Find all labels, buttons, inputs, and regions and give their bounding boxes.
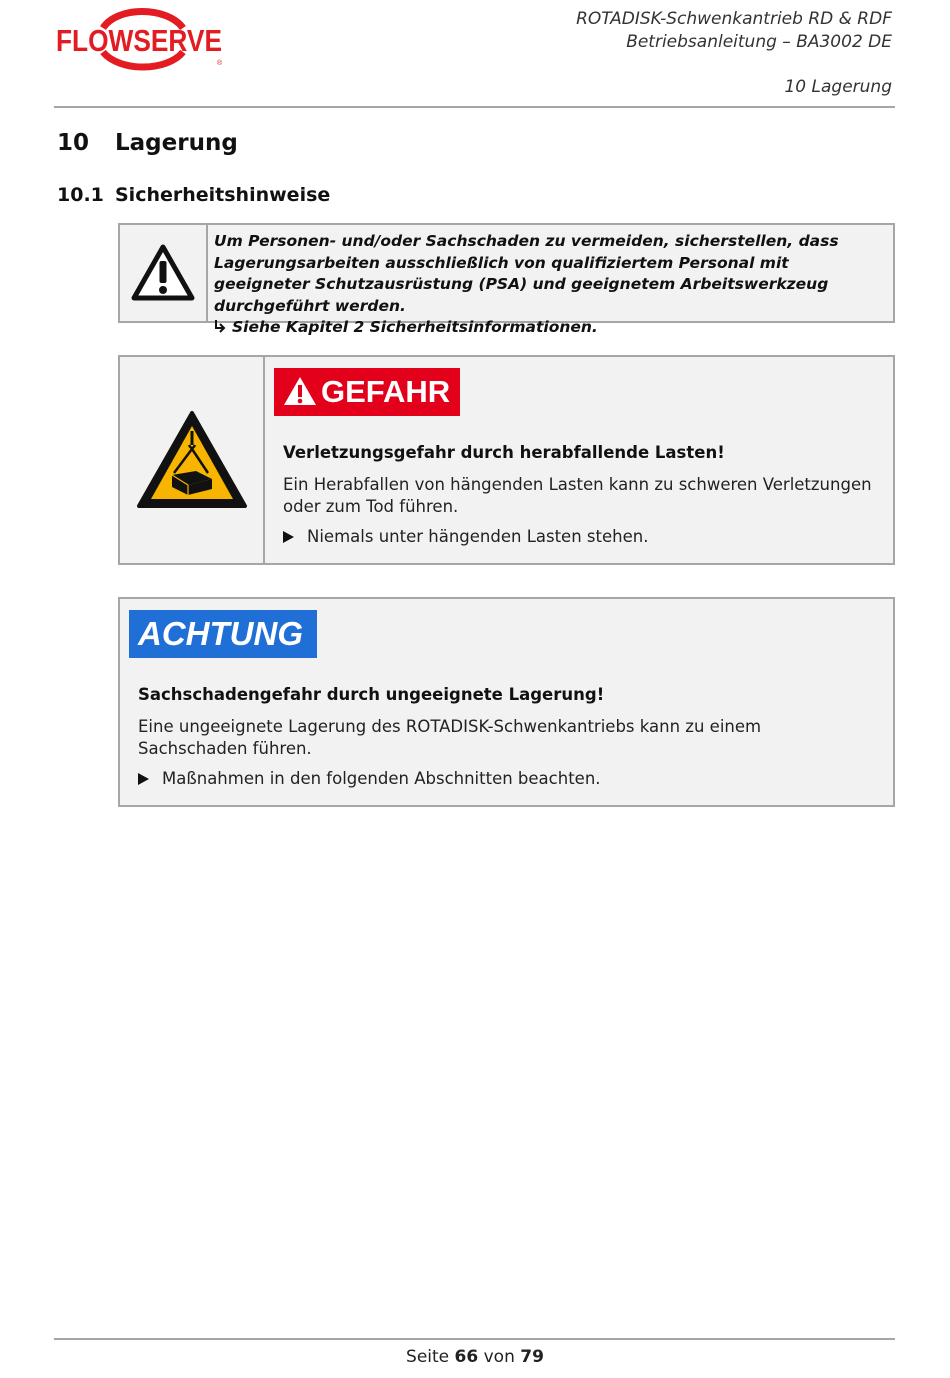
safety-note-box: [118, 223, 895, 336]
footer-prefix: Seite: [406, 1347, 450, 1367]
notice-action-text: Maßnahmen in den folgenden Abschnitten beachten.: [162, 769, 601, 788]
footer-middle: von: [483, 1347, 515, 1367]
footer-total-pages: 79: [520, 1347, 544, 1367]
safety-note-icon-cell: [120, 225, 208, 321]
suspended-load-warning-icon: [136, 409, 248, 509]
danger-body: Ein Herabfallen von hängenden Lasten kann zu schweren Verletzungen oder zum Tod führen.: [283, 475, 872, 516]
page-footer: [0, 1347, 950, 1367]
danger-action-text: Niemals unter hängenden Lasten stehen.: [307, 527, 649, 546]
header-chapter: 10 Lagerung: [784, 77, 892, 97]
danger-icon-cell: [120, 357, 265, 563]
footer-page-number: 66: [454, 1347, 479, 1367]
danger-title: Verletzungsgefahr durch herabfallende Lasten!: [283, 443, 725, 462]
notice-title: Sachschadengefahr durch ungeeignete Lagerung!: [138, 685, 605, 704]
flowserve-logo-mark: [55, 8, 225, 70]
action-arrow-icon: [138, 773, 149, 785]
notice-action: [138, 769, 601, 788]
notice-signal-word: ACHTUNG: [138, 615, 303, 652]
notice-banner: [129, 610, 317, 658]
chapter-title: Lagerung: [115, 130, 238, 156]
section-number: 10.1: [57, 184, 104, 206]
footer-divider: [54, 1338, 895, 1340]
notice-body: Eine ungeeignete Lagerung des ROTADISK-Schwenkantriebs kann zu einem Sachschaden führen.: [138, 717, 762, 758]
logo-wordmark: FLOWSERVE: [56, 24, 222, 58]
danger-warning-icon: [283, 376, 317, 406]
warning-triangle-icon: [131, 243, 195, 301]
flowserve-logo: [55, 8, 225, 70]
action-arrow-icon: [283, 531, 294, 543]
header-document: Betriebsanleitung – BA3002 DE: [626, 32, 892, 52]
section-title: Sicherheitshinweise: [115, 184, 331, 206]
danger-notice-box: [118, 355, 895, 565]
logo-registered: ®: [217, 60, 223, 67]
safety-note-reference: Siehe Kapitel 2 Sicherheitsinformationen.: [232, 318, 598, 336]
danger-signal-word: GEFAHR: [321, 374, 451, 409]
chapter-number: 10: [57, 130, 90, 156]
header-product: ROTADISK-Schwenkantrieb RD & RDF: [576, 9, 892, 29]
danger-action: [283, 527, 648, 546]
safety-note-body: Um Personen- und/oder Sachschaden zu vermeiden, sicherstellen, dass Lagerungsarbeiten ausschließlich von qualifiziertem Personal mit geeigneter Schutzausrüstung (PSA) und geeignetem Arbeitswerkzeug durchgeführt werden.: [214, 232, 839, 315]
danger-banner: [274, 368, 460, 416]
notice-box: [118, 597, 895, 807]
reference-arrow-icon: [214, 317, 232, 339]
header-divider: [54, 106, 895, 108]
safety-note-text: [214, 231, 887, 339]
